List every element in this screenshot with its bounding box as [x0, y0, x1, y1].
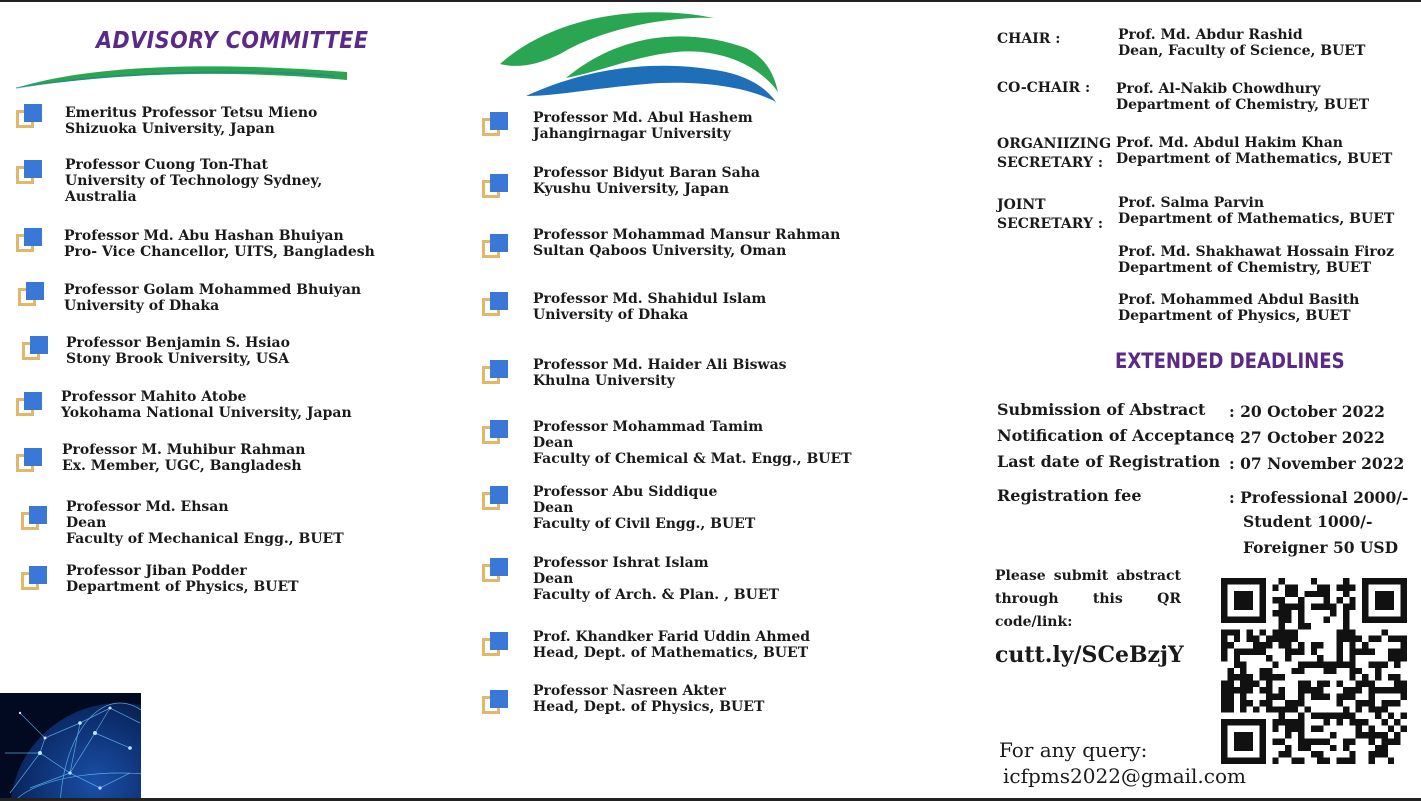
person-department: Department of Mathematics, BUET: [1116, 151, 1393, 167]
committee-person: [1118, 292, 1359, 324]
deadline-value: : 20 October 2022: [1229, 402, 1385, 421]
committee-role: [997, 30, 1060, 49]
member-affiliation: Faculty of Chemical & Mat. Engg., BUET: [533, 451, 852, 467]
bullet-icon: [482, 112, 508, 136]
committee-person: [1116, 135, 1392, 167]
bullet-icon: [21, 506, 47, 530]
query-email[interactable]: icfpms2022@gmail.com: [1003, 764, 1246, 788]
member-affiliation: Kyushu University, Japan: [533, 181, 730, 197]
bullet-icon: [482, 174, 508, 198]
bullet-icon: [18, 282, 44, 306]
network-globe-image: [0, 693, 141, 798]
fee-foreigner: Foreigner 50 USD: [1243, 538, 1399, 557]
member-name: Professor Jiban Podder: [66, 563, 247, 579]
person-department: Dean, Faculty of Science, BUET: [1118, 43, 1366, 59]
member-affiliation: Australia: [65, 189, 137, 205]
bullet-icon: [482, 486, 508, 510]
member-affiliation: Department of Physics, BUET: [66, 579, 299, 595]
committee-member: [66, 499, 344, 547]
advisory-committee-title: ADVISORY COMMITTEE: [96, 28, 369, 54]
title-swoosh: [14, 58, 349, 92]
committee-member: [61, 389, 352, 421]
member-name: Professor Md. Abul Hashem: [533, 110, 753, 126]
member-affiliation: University of Technology Sydney,: [65, 173, 323, 189]
member-name: Prof. Khandker Farid Uddin Ahmed: [533, 629, 811, 645]
member-affiliation: Sultan Qaboos University, Oman: [533, 243, 787, 259]
committee-member: [64, 282, 361, 314]
member-name: Professor Ishrat Islam: [533, 555, 709, 571]
member-affiliation: Dean: [66, 515, 107, 531]
member-affiliation: Yokohama National University, Japan: [61, 405, 352, 421]
bullet-icon: [482, 558, 508, 582]
role-label: ORGANIIZING: [997, 136, 1112, 152]
query-label: For any query:: [999, 738, 1148, 762]
deadline-label: Submission of Abstract: [997, 400, 1206, 419]
member-affiliation: Faculty of Civil Engg., BUET: [533, 516, 756, 532]
role-label: CHAIR :: [997, 31, 1061, 47]
bullet-icon: [22, 336, 48, 360]
bullet-icon: [16, 104, 42, 128]
deadline-label: Registration fee: [997, 486, 1142, 505]
query-contact: [999, 737, 1246, 789]
member-name: Professor Md. Abu Hashan Bhuiyan: [64, 228, 344, 244]
bullet-icon: [16, 448, 42, 472]
committee-member: [62, 442, 305, 474]
member-affiliation: Jahangirnagar University: [533, 126, 731, 142]
qr-code[interactable]: [1220, 578, 1408, 764]
committee-member: [533, 357, 787, 389]
member-name: Professor Golam Mohammed Bhuiyan: [64, 282, 362, 298]
extended-deadlines-title: EXTENDED DEADLINES: [1115, 349, 1345, 373]
committee-person: [1118, 195, 1394, 227]
bullet-icon: [16, 160, 42, 184]
member-name: Professor Md. Shahidul Islam: [533, 291, 767, 307]
member-affiliation: Khulna University: [533, 373, 675, 389]
bullet-icon: [482, 292, 508, 316]
bullet-icon: [16, 228, 42, 252]
member-name: Professor Benjamin S. Hsiao: [66, 335, 290, 351]
fee-student: Student 1000/-: [1243, 512, 1373, 531]
conference-logo: [496, 8, 781, 108]
committee-member: [533, 227, 840, 259]
committee-member: [65, 105, 317, 137]
committee-person: [1118, 27, 1365, 59]
person-name: Prof. Al-Nakib Chowdhury: [1116, 81, 1321, 97]
member-affiliation: University of Dhaka: [64, 298, 220, 314]
person-name: Prof. Mohammed Abdul Basith: [1118, 292, 1360, 308]
person-department: Department of Chemistry, BUET: [1116, 97, 1369, 113]
submit-instructions: Please submit abstract through this QR code/link:: [995, 568, 1181, 630]
committee-member: [66, 563, 299, 595]
committee-member: [66, 335, 290, 367]
committee-member: [64, 228, 375, 260]
member-affiliation: Faculty of Arch. & Plan. , BUET: [533, 587, 779, 603]
member-name: Professor Mahito Atobe: [61, 389, 247, 405]
deadline-label: Last date of Registration: [997, 452, 1221, 471]
member-affiliation: Head, Dept. of Physics, BUET: [533, 699, 765, 715]
deadline-value: : Professional 2000/-: [1229, 488, 1409, 507]
bullet-icon: [482, 360, 508, 384]
bullet-icon: [482, 690, 508, 714]
member-name: Professor Cuong Ton-That: [65, 157, 268, 173]
committee-member: [65, 157, 322, 205]
member-name: Professor Nasreen Akter: [533, 683, 726, 699]
role-label: SECRETARY :: [997, 155, 1103, 171]
committee-role: [997, 79, 1090, 98]
member-name: Professor Bidyut Baran Saha: [533, 165, 760, 181]
member-affiliation: Ex. Member, UGC, Bangladesh: [62, 458, 302, 474]
committee-role: [997, 196, 1103, 234]
member-name: Professor Abu Siddique: [533, 484, 718, 500]
committee-member: [533, 110, 753, 142]
deadline-value: : 07 November 2022: [1229, 454, 1405, 473]
person-department: Department of Physics, BUET: [1118, 308, 1351, 324]
member-name: Professor Mohammad Tamim: [533, 419, 764, 435]
submission-link[interactable]: cutt.ly/SCeBzjY: [995, 642, 1184, 668]
member-affiliation: Faculty of Mechanical Engg., BUET: [66, 531, 344, 547]
member-affiliation: Head, Dept. of Mathematics, BUET: [533, 645, 809, 661]
committee-member: [533, 419, 852, 467]
role-label: JOINT: [997, 197, 1046, 213]
member-affiliation: University of Dhaka: [533, 307, 689, 323]
person-name: Prof. Md. Abdul Hakim Khan: [1116, 135, 1343, 151]
deadline-value: : 27 October 2022: [1229, 428, 1385, 447]
member-name: Professor M. Muhibur Rahman: [62, 442, 306, 458]
committee-person: [1116, 81, 1369, 113]
role-label: SECRETARY :: [997, 216, 1103, 232]
person-name: Prof. Md. Shakhawat Hossain Firoz: [1118, 244, 1395, 260]
bullet-icon: [21, 566, 47, 590]
member-affiliation: Dean: [533, 571, 574, 587]
person-name: Prof. Md. Abdur Rashid: [1118, 27, 1303, 43]
committee-member: [533, 165, 760, 197]
member-affiliation: Shizuoka University, Japan: [65, 121, 275, 137]
bullet-icon: [16, 392, 42, 416]
member-name: Professor Md. Ehsan: [66, 499, 229, 515]
member-affiliation: Dean: [533, 435, 574, 451]
committee-member: [533, 683, 764, 715]
committee-person: [1118, 244, 1394, 276]
member-affiliation: Dean: [533, 500, 574, 516]
person-department: Department of Chemistry, BUET: [1118, 260, 1371, 276]
committee-member: [533, 555, 779, 603]
committee-member: [533, 291, 766, 323]
member-affiliation: Pro- Vice Chancellor, UITS, Bangladesh: [64, 244, 375, 260]
role-label: CO-CHAIR :: [997, 80, 1091, 96]
person-name: Prof. Salma Parvin: [1118, 195, 1265, 211]
person-department: Department of Mathematics, BUET: [1118, 211, 1395, 227]
committee-member: [533, 484, 755, 532]
committee-member: [533, 629, 810, 661]
bullet-icon: [482, 632, 508, 656]
bullet-icon: [482, 234, 508, 258]
member-affiliation: Stony Brook University, USA: [66, 351, 290, 367]
deadline-label: Notification of Acceptance: [997, 426, 1235, 445]
bullet-icon: [482, 420, 508, 444]
member-name: Professor Mohammad Mansur Rahman: [533, 227, 841, 243]
member-name: Professor Md. Haider Ali Biswas: [533, 357, 787, 373]
committee-role: [997, 135, 1111, 173]
member-name: Emeritus Professor Tetsu Mieno: [65, 105, 318, 121]
